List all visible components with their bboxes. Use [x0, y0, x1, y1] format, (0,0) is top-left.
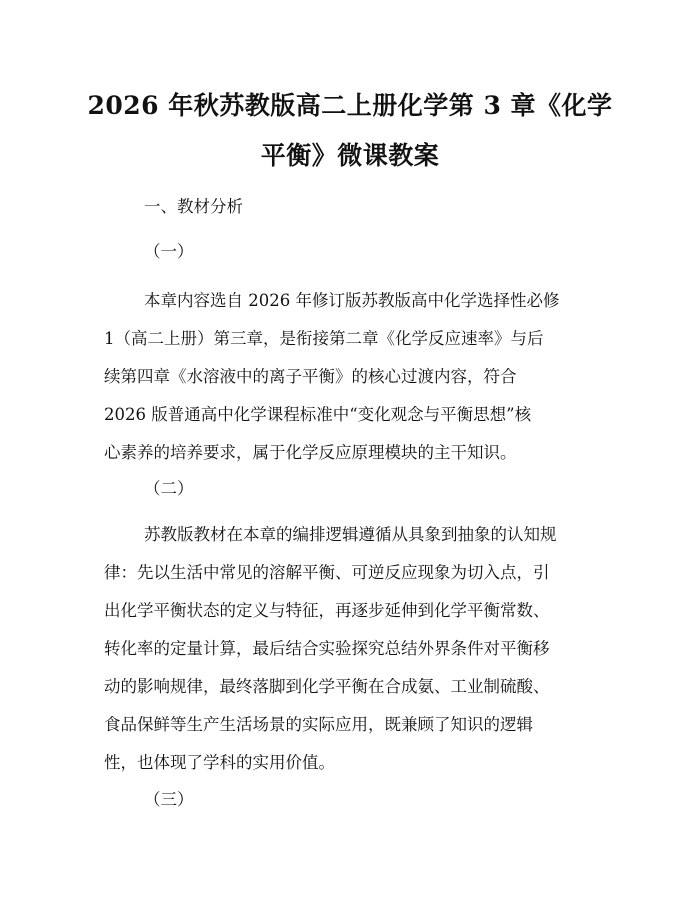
- paragraph-1-line: 2026 版普通高中化学课程标准中“变化观念与平衡思想”核: [104, 405, 532, 424]
- paragraph-2-line: 转化率的定量计算，最后结合实验探究总结外界条件对平衡移: [104, 639, 550, 658]
- subsection-heading-3: （三）: [144, 790, 194, 809]
- paragraph-1-line: 本章内容选自 2026 年修订版苏教版高中化学选择性必修: [144, 291, 560, 310]
- paragraph-1-line: 1（高二上册）第三章，是衔接第二章《化学反应速率》与后: [104, 329, 544, 348]
- paragraph-2-line: 出化学平衡状态的定义与特征，再逐步延伸到化学平衡常数、: [104, 601, 550, 620]
- subsection-heading-2: （二）: [144, 479, 194, 498]
- paragraph-1: [104, 282, 604, 472]
- paragraph-2-line: 律：先以生活中常见的溶解平衡、可逆反应现象为切入点，引: [104, 563, 550, 582]
- document-title-line-1: 2026 年秋苏教版高二上册化学第 3 章《化学: [87, 91, 613, 120]
- section-heading-textbook-analysis: 一、教材分析: [144, 197, 243, 216]
- paragraph-1-line: 续第四章《水溶液中的离子平衡》的核心过渡内容，符合: [104, 367, 517, 386]
- paragraph-2-line: 性，也体现了学科的实用价值。: [104, 753, 335, 772]
- document-title-line-2: 平衡》微课教案: [260, 141, 440, 170]
- paragraph-1-line: 心素养的培养要求，属于化学反应原理模块的主干知识。: [104, 443, 517, 462]
- paragraph-2-line: 苏教版教材在本章的编排逻辑遵循从具象到抽象的认知规: [144, 525, 557, 544]
- subsection-heading-1: （一）: [144, 242, 194, 261]
- paragraph-2: [104, 516, 604, 782]
- paragraph-2-line: 食品保鲜等生产生活场景的实际应用，既兼顾了知识的逻辑: [104, 715, 533, 734]
- paragraph-2-line: 动的影响规律，最终落脚到化学平衡在合成氨、工业制硫酸、: [104, 677, 550, 696]
